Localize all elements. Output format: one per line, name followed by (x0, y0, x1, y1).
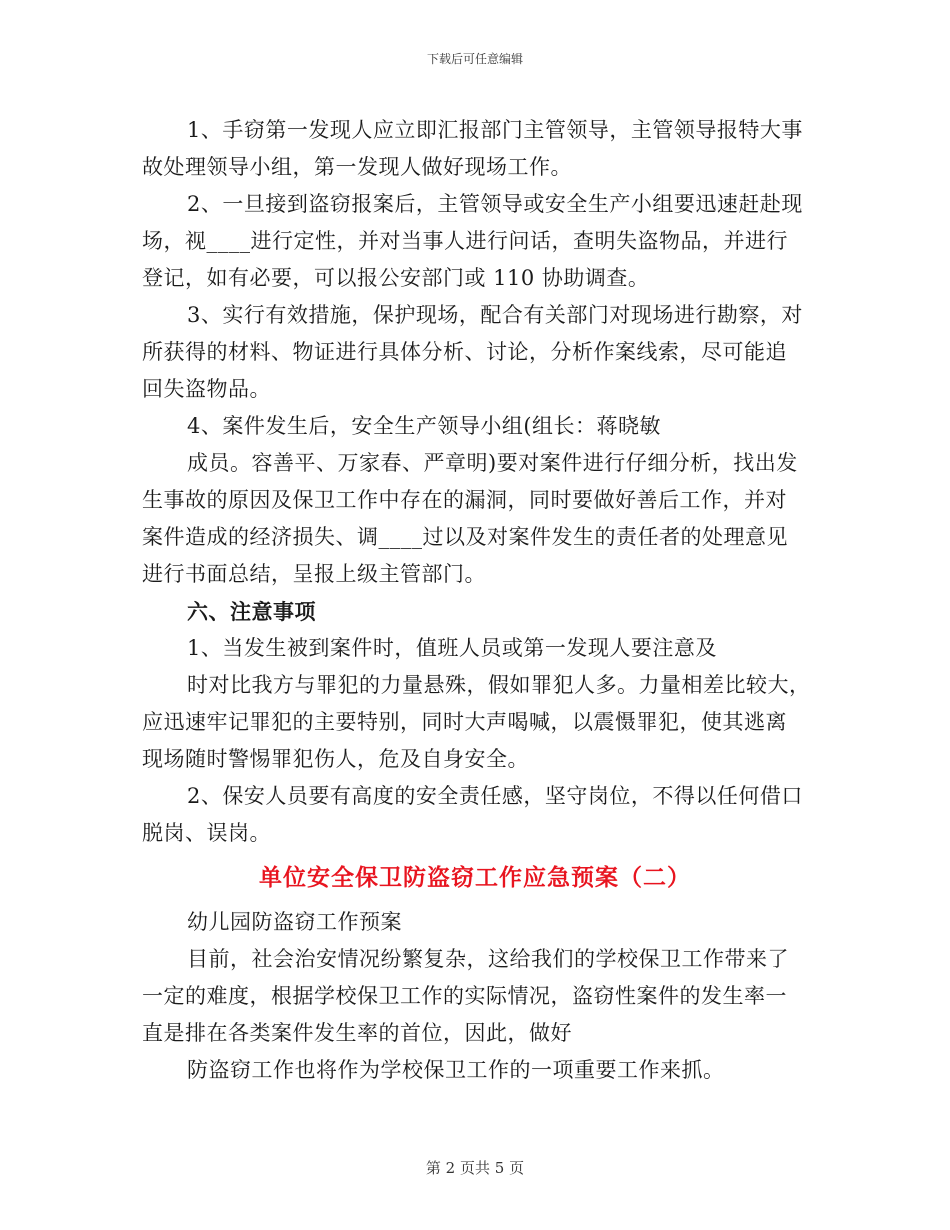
page-header: 下载后可任意编辑 (426, 52, 523, 66)
paragraph-line: 应迅速牢记罪犯的主要特别，同时大声喝喊，以震慑罪犯，使其逃离 (142, 710, 787, 734)
paragraph-line: 目前，社会治安情况纷繁复杂，这给我们的学校保卫工作带来了 (187, 947, 789, 971)
section-heading: 六、注意事项 (187, 599, 316, 624)
paragraph-line: 1、当发生被到案件时，值班人员或第一发现人要注意及 (187, 636, 717, 660)
paragraph-line: 成员。容善平、万家春、严章明)要对案件进行仔细分析，找出发 (187, 451, 798, 475)
paragraph-line: 案件造成的经济损失、调____过以及对案件发生的责任者的处理意见 (142, 525, 788, 549)
paragraph-line: 脱岗、误岗。 (142, 821, 271, 845)
paragraph-line: 4、案件发生后，安全生产领导小组(组长：蒋晓敏 (187, 414, 662, 438)
paragraph-line: 1、手窃第一发现人应立即汇报部门主管领导，主管领导报特大事 (187, 118, 803, 142)
paragraph-line: 时对比我方与罪犯的力量悬殊，假如罪犯人多。力量相差比较大， (187, 673, 811, 697)
paragraph-line: 故处理领导小组，第一发现人做好现场工作。 (142, 155, 572, 179)
paragraph-line: 进行书面总结，呈报上级主管部门。 (142, 562, 486, 586)
document-body (142, 112, 811, 1089)
paragraph-line: 2、一旦接到盗窃报案后，主管领导或安全生产小组要迅速赶赴现 (187, 192, 803, 216)
paragraph-line: 回失盗物品。 (142, 377, 271, 401)
section-title: 单位安全保卫防盗窃工作应急预案（二） (259, 864, 691, 891)
paragraph-line: 防盗窃工作也将作为学校保卫工作的一项重要工作来抓。 (187, 1058, 725, 1082)
paragraph-line: 一定的难度，根据学校保卫工作的实际情况，盗窃性案件的发生率一 (142, 984, 787, 1008)
page-footer: 第 2 页共 5 页 (425, 1159, 525, 1177)
paragraph-line: 现场随时警惕罪犯伤人，危及自身安全。 (142, 747, 529, 771)
paragraph-line: 3、实行有效措施，保护现场，配合有关部门对现场进行勘察，对 (187, 303, 803, 327)
paragraph-line: 2、保安人员要有高度的安全责任感，坚守岗位，不得以任何借口 (187, 784, 803, 808)
paragraph-line: 所获得的材料、物证进行具体分析、讨论，分析作案线索，尽可能追 (142, 340, 787, 364)
paragraph-line: 场，视____进行定性，并对当事人进行问话，查明失盗物品，并进行 (142, 229, 788, 253)
paragraph-line: 生事故的原因及保卫工作中存在的漏洞，同时要做好善后工作，并对 (142, 488, 787, 512)
subtitle: 幼儿园防盗窃工作预案 (187, 910, 402, 934)
paragraph-line: 直是排在各类案件发生率的首位，因此，做好 (142, 1021, 572, 1045)
paragraph-line: 登记，如有必要，可以报公安部门或 110 协助调查。 (142, 266, 650, 290)
